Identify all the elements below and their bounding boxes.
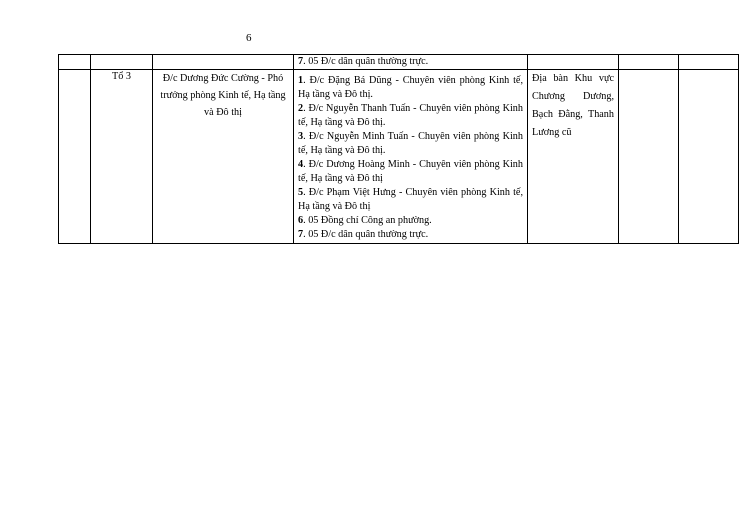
member-text: . Đ/c Nguyễn Minh Tuấn - Chuyên viên phòng Kinh tế, Hạ tầng và Đô thị. (298, 131, 523, 156)
member-item (298, 130, 523, 158)
member-number: 6 (298, 215, 304, 226)
member-item (298, 158, 523, 186)
table-row-team-3 (59, 70, 739, 244)
assignment-table (58, 54, 739, 244)
member-text: . 05 Đồng chí Công an phường. (303, 215, 432, 226)
cell-empty (59, 55, 91, 70)
page-number: 6 (246, 32, 252, 44)
member-number: 4 (298, 159, 304, 170)
member-text: . Đ/c Đặng Bá Dũng - Chuyên viên phòng Kinh tế, Hạ tầng và Đô thị. (298, 75, 523, 100)
member-item (298, 214, 523, 228)
table-row-continuation (59, 55, 739, 70)
member-item (298, 186, 523, 214)
member-number: 2 (298, 103, 304, 114)
member-item (298, 102, 523, 130)
cell-empty (528, 55, 619, 70)
member-item (294, 55, 528, 70)
member-list (294, 70, 528, 244)
team-name: Tổ 3 (91, 70, 153, 244)
member-number: 5 (298, 187, 304, 198)
cell-empty (679, 55, 739, 70)
team-leader: Đ/c Dương Đức Cường - Phó trưởng phòng Kinh tế, Hạ tầng và Đô thị (153, 70, 294, 244)
member-number: 7 (298, 229, 304, 240)
member-number: 7 (298, 56, 304, 67)
cell-empty (91, 55, 153, 70)
member-item (298, 228, 523, 242)
cell-empty (619, 70, 679, 244)
area-description: Địa bàn Khu vực Chương Dương, Bạch Đằng, Thanh Lương cũ (528, 70, 619, 244)
member-text: . 05 Đ/c dân quân thường trực. (303, 229, 429, 240)
member-text: . Đ/c Nguyễn Thanh Tuấn - Chuyên viên phòng Kinh tế, Hạ tầng và Đô thị. (298, 103, 523, 128)
member-text: . 05 Đ/c dân quân thường trực. (303, 56, 429, 67)
cell-empty (619, 55, 679, 70)
member-text: . Đ/c Phạm Việt Hưng - Chuyên viên phòng Kinh tế, Hạ tầng và Đô thị (298, 187, 523, 212)
cell-empty (153, 55, 294, 70)
member-item (298, 74, 523, 102)
member-text: . Đ/c Dương Hoàng Minh - Chuyên viên phòng Kinh tế, Hạ tầng và Đô thị (298, 159, 523, 184)
member-number: 3 (298, 131, 304, 142)
member-number: 1 (298, 75, 304, 86)
cell-empty (679, 70, 739, 244)
cell-empty (59, 70, 91, 244)
